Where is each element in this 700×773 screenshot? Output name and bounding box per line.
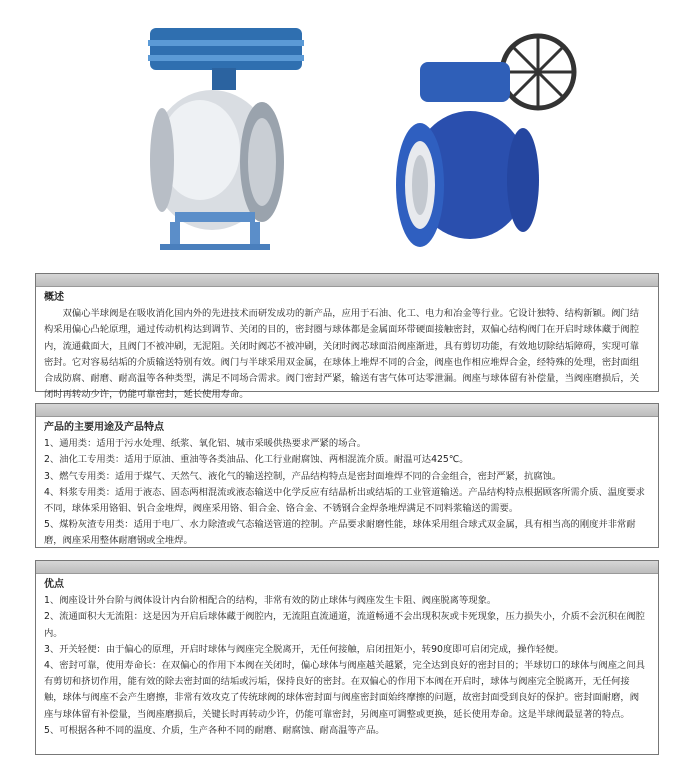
product-photos	[0, 0, 700, 258]
overview-section	[35, 273, 659, 401]
overview-text: 双偏心半球阀是在吸收消化国内外的先进技术而研发成功的新产品，应用于石油、化工、电力和冶金等行业。它设计独特、结构新颖。阀门结构采用偏心凸轮原理，通过传动机构达到调节、关闭的目的，密封圈与球体都是金属面环带硬面接触密封，双偏心结构阀门在开启时球体藏于阀腔内，流通截面大，且阀门不被冲刷，无泥阻。关闭时阀芯不被冲刷，关闭时阀芯球面沿阀座渐进，具有剪切功能，有效地切除结垢障碍，实现可靠密封。它对容易结垢的介质输送特别有效。阀门与半球采用双金属，在球体上堆焊不同的合金，阀座也作相应堆焊合金，经特殊的处理，密封面组合成防腐、耐磨、耐高温等各种类型，满足不同场合需求。阀门密封严紧，输送有害气体可达零泄漏。阀座与球体留有补偿量，当阀座磨损后，关闭时再转动少许，仍能可靠密封，延长使用寿命。	[44, 308, 640, 401]
uses-title: 产品的主要用途及产品特点	[44, 422, 164, 433]
section-header-bar	[36, 561, 658, 574]
advantage-item: 3、开关轻便：由于偏心的原理，开启时球体与阀座完全脱离开，无任何接触，启闭扭矩小，转90度即可启闭完成，操作轻便。	[44, 643, 564, 655]
uses-section	[35, 403, 659, 548]
advantage-item: 2、流通面积大无流阻：这是因为开启后球体藏于阀腔内，无流阻直流通道，流道畅通不会出现积灰或卡死现象，压力损失小，介质不会沉积在阀腔内。	[44, 611, 645, 639]
uses-item: 4、料浆专用类：适用于液态、固态两相混流或液态输送中化学反应有结晶析出或结垢的工业管道输送。产品结构特点根据顾客所需介质、温度要求不同，球体采用铬钼、钒合金堆焊，阀座采用铬、钼合金、铬合金、不锈钢合金焊条堆焊满足不同料浆输送的需要。	[44, 486, 645, 515]
uses-item: 1、通用类：适用于污水处理、纸浆、氧化铝、城市采暖供热要求严紧的场合。	[44, 438, 367, 450]
advantage-item: 5、可根据各种不同的温度、介质，生产各种不同的耐磨、耐腐蚀、耐高温等产品。	[44, 724, 385, 736]
advantages-section	[35, 560, 659, 755]
uses-item: 3、燃气专用类：适用于煤气、天然气、液化气的输送控制，产品结构特点是密封面堆焊不同的合金组合，密封严紧，抗腐蚀。	[44, 470, 562, 482]
handwheel-valve-image	[396, 36, 574, 247]
section-header-bar	[36, 274, 658, 287]
pneumatic-valve-image	[148, 28, 304, 250]
advantages-title: 优点	[44, 579, 64, 590]
section-header-bar	[36, 404, 658, 417]
advantage-item: 1、阀座设计外台阶与阀体设计内台阶相配合的结构，非常有效的防止球体与阀座发生卡阻、阀座脱离等现象。	[44, 595, 497, 607]
uses-item: 2、油化工专用类：适用于原油、重油等各类油品、化工行业耐腐蚀、两相混流介质。耐温可达425℃。	[44, 454, 469, 466]
overview-title: 概述	[44, 292, 64, 303]
advantage-item: 4、密封可靠，使用寿命长：在双偏心的作用下本阀在关闭时，偏心球体与阀座越关越紧，完全达到良好的密封目的；半球切口的球体与阀座之间具有剪切和挤切作用，能有效的除去密封面的结垢或污垢，保持良好的密封。在双偏心的作用下本阀在开启时，球体与阀座完全脱离开，无任何接触，球体与阀座不会产生磨擦，非常有效攻克了传统球阀的球体密封面与阀座密封面始终摩擦的问题，故密封面受到良好的保护。密封面耐磨，阀座与球体留有补偿量，当阀座磨损后，关键长时再转动少许，仍能可靠密封，另阀座可调整或更换，延长使用寿命。这是半球阀最显著的特点。	[44, 660, 645, 720]
uses-item: 5、煤粉灰渣专用类：适用于电厂、水力除渣或气态输送管道的控制。产品要求耐磨性能，球体采用组合球式双金属，具有相当高的刚度并非常耐磨，阀座采用整体耐磨钢或全堆焊。	[44, 519, 636, 547]
